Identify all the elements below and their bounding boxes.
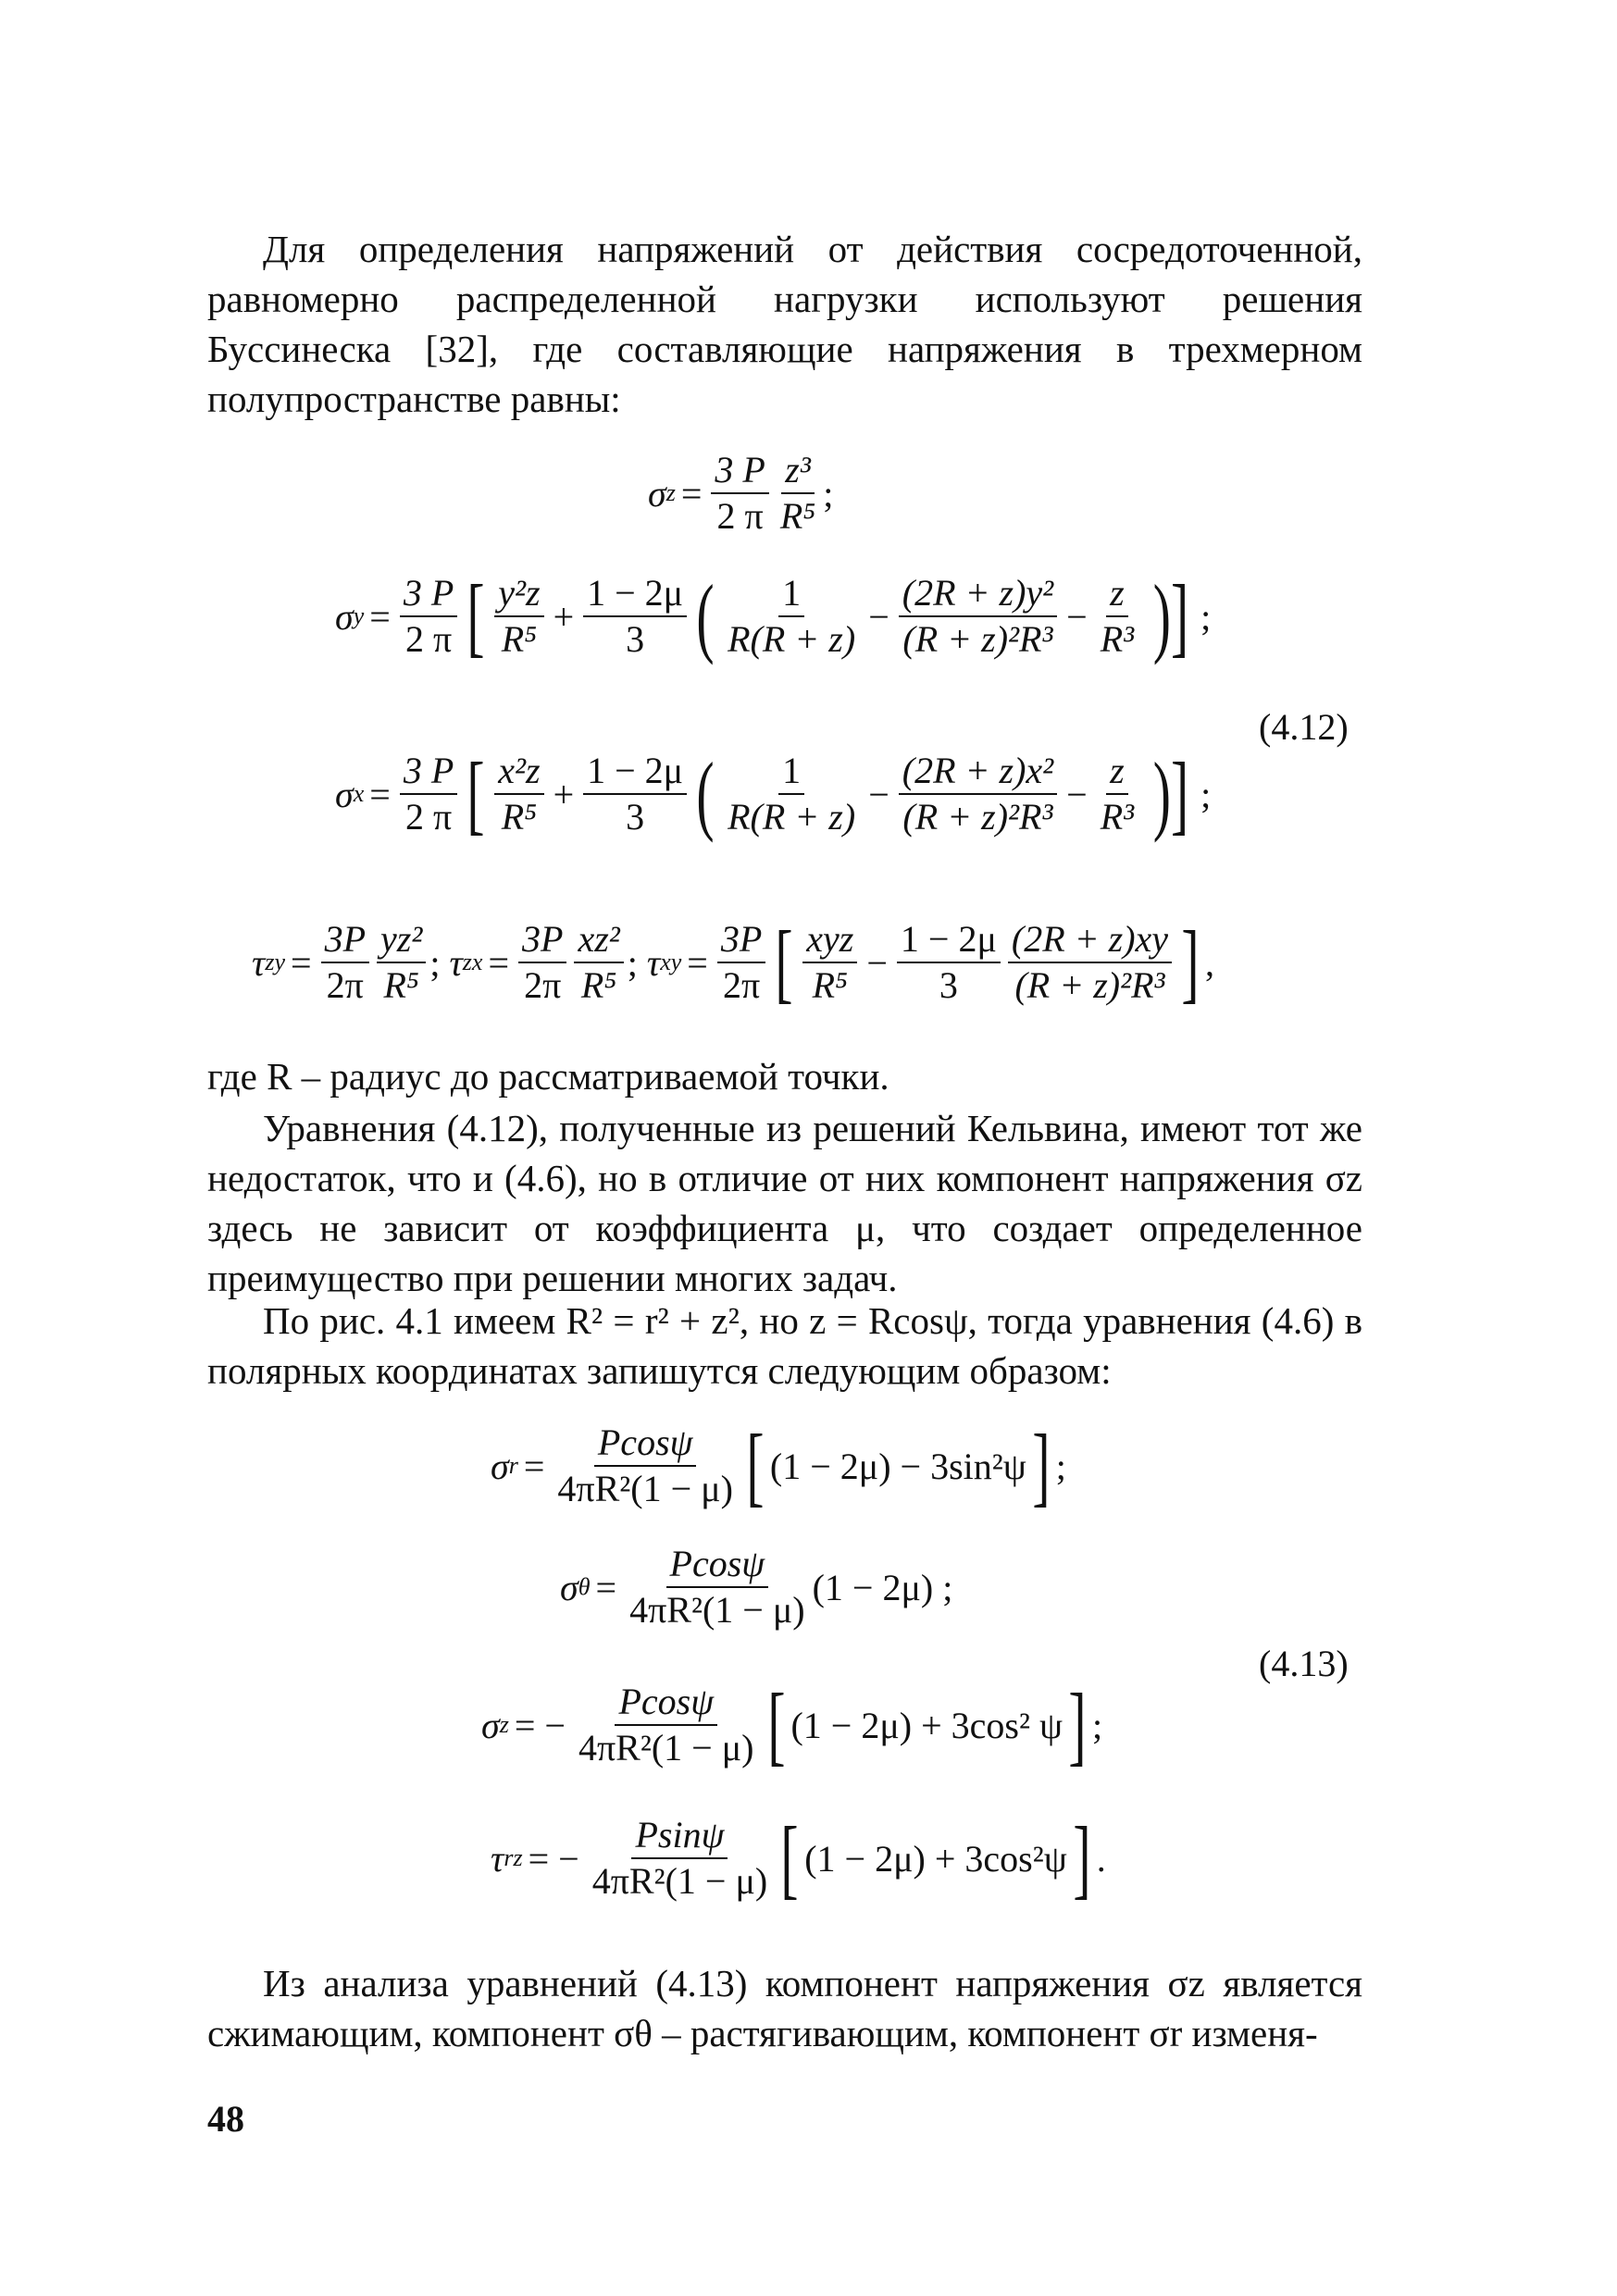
- analysis-paragraph: Из анализа уравнений (4.13) компонент напряжения σz является сжимающим, компонент σθ – растягивающим, компонент σr изменя-: [207, 1962, 1362, 2054]
- equation-sigma-y: σ y = $\frac{3 P}{2 \pi}$ [ $\frac{\text{y²z}}{\text{R⁵}}$ + $\frac{1 - 2\mu}{3}$ ( $\frac{1}{R(R + z)}$ − $\frac{\text{(2R + z)y²}}{\text{(R + z)²R³}}$ − $\frac{z}{\text{R³}}$ )] ;: [335, 566, 1212, 665]
- kelvin-paragraph: Уравнения (4.12), полученные из решений Кельвина, имеют тот же недостаток, что и (4.6), но в отличие от них компонент напряжения σz здесь не зависит от коэффициента μ, что создает определенное преимущество при решении многих задач.: [207, 1107, 1362, 1299]
- equation-sigma-z: σ z = $\frac{3 P}{2 \pi}$ $\frac{\text{z³}}{\text{R⁵}}$ ;: [648, 449, 834, 537]
- where-r-paragraph: где R – радиус до рассматриваемой точки.: [207, 1055, 889, 1098]
- equation-sigma-r: σ r = $\frac{Pcos\psi}{\text{4πR²(1 − μ)}}$ [ (1 − 2μ) − 3sin²ψ ] ;: [491, 1416, 1066, 1515]
- equation-number-4-13: (4.13): [1259, 1643, 1349, 1684]
- equation-sigma-x: σ x = $\frac{3 P}{2 \pi}$ [ $\frac{\text{x²z}}{\text{R⁵}}$ + $\frac{1 - 2\mu}{3}$ ( $\frac{1}{R(R + z)}$ − $\frac{\text{(2R + z)x²}}{\text{(R + z)²R³}}$ − $\frac{z}{\text{R³}}$ )] ;: [335, 744, 1212, 843]
- equation-sigma-theta: σ θ = $\frac{Pcos\psi}{\text{4πR²(1 − μ)}}$ (1 − 2μ) ;: [560, 1543, 953, 1631]
- polar-paragraph: По рис. 4.1 имеем R² = r² + z², но z = Rcosψ, тогда уравнения (4.6) в полярных координатах запишутся следующим образом:: [207, 1299, 1362, 1392]
- fraction: $\frac{\text{z³}}{\text{R⁵}}$: [779, 449, 816, 537]
- fraction: $\frac{3 P}{2 \pi}$: [711, 450, 768, 537]
- equation-sigma-z-polar: σ z = − $\frac{Pcos\psi}{\text{4πR²(1 − μ)}}$ [ (1 − 2μ) + 3cos² ψ ] ;: [481, 1675, 1103, 1774]
- equation-tau-line: τ zy = $\frac{3P}{2\pi}$ $\frac{\text{yz²}}{\text{R⁵}}$ ; τ zx = $\frac{3P}{2\pi}$ $\frac{\text{xz²}}{\text{R⁵}}$ ; τ xy = $\frac{3P}{2\pi}$ [ $\frac{\text{xyz}}{\text{R⁵}}$ − $\frac{1 - 2\mu}{3}$ $\frac{(2R + z)xy}{\text{(R + z)²R³}}$ ] ,: [252, 912, 1215, 1011]
- equation-tau-rz: τ rz = − $\frac{Psin\psi}{\text{4πR²(1 − μ)}}$ [ (1 − 2μ) + 3cos²ψ ] .: [491, 1808, 1106, 1907]
- page-number: 48: [207, 2098, 244, 2140]
- intro-paragraph: Для определения напряжений от действия сосредоточенной, равномерно распределенной нагрузки используют решения Буссинеска [32], где составляющие напряжения в трехмерном полупространстве равны:: [207, 228, 1362, 420]
- equation-number-4-12: (4.12): [1259, 706, 1349, 748]
